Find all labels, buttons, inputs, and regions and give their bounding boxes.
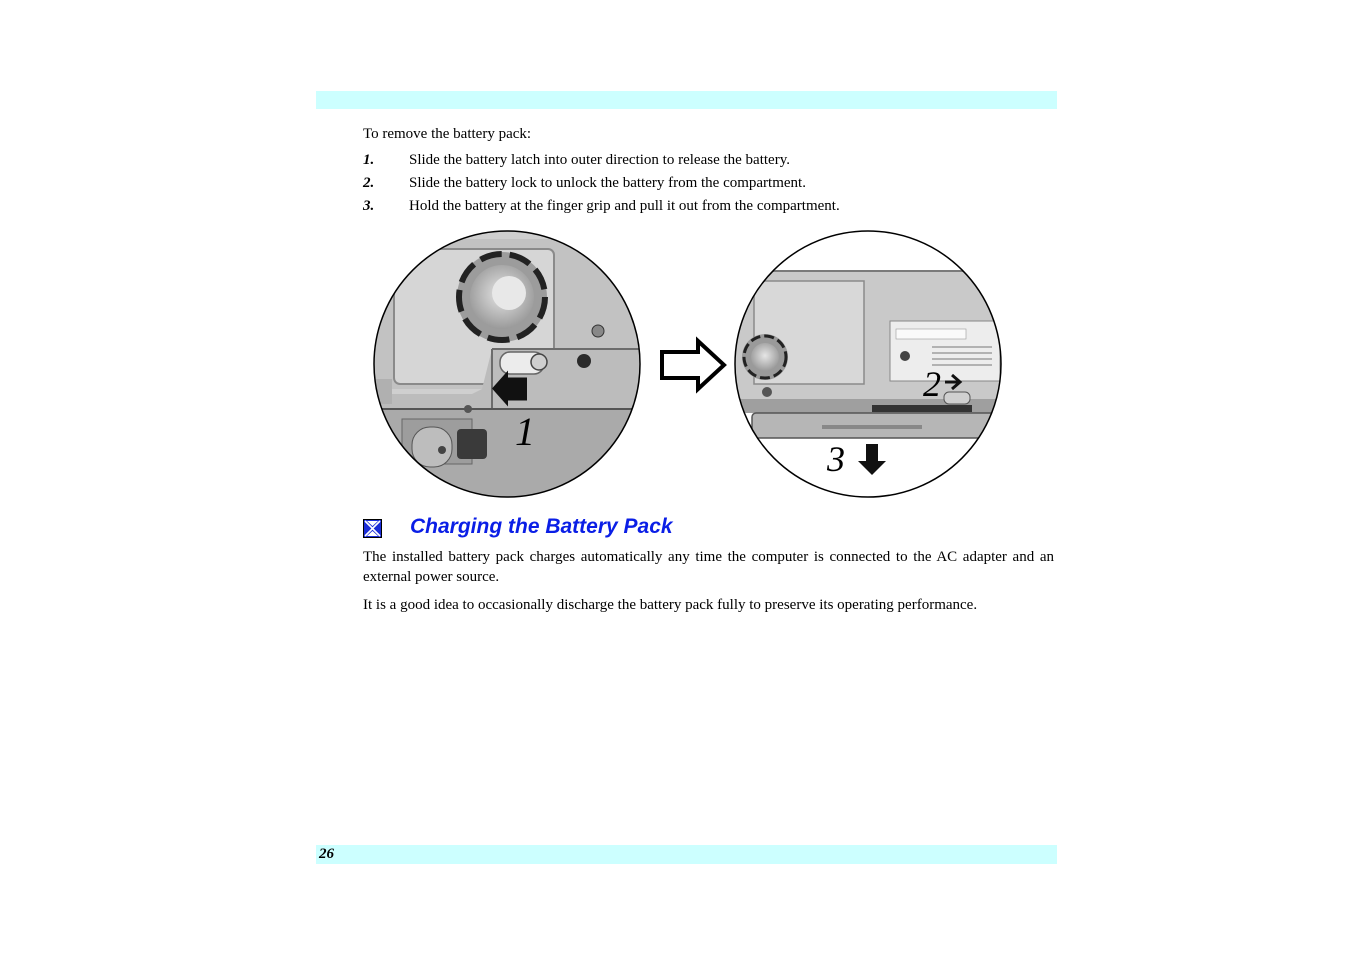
section-title: Charging the Battery Pack [410,515,673,538]
step-text: Hold the battery at the finger grip and pull it out from the compartment. [409,198,840,214]
step-number: 3. [363,198,375,214]
hollow-right-arrow-icon [662,341,724,389]
header-band [316,91,1057,109]
callout-3: 3 [827,439,845,479]
callout-2: 2 [923,364,941,404]
intro-text: To remove the battery pack: [363,126,532,142]
step-text: Slide the battery latch into outer direction to release the battery. [409,152,790,168]
battery-section-bullet-icon [363,519,382,538]
footer-band [316,845,1057,864]
battery-removal-figure [372,229,1002,499]
step-number: 2. [363,175,375,191]
paragraph: It is a good idea to occasionally discharge the battery pack fully to preserve its operating performance. [363,597,978,613]
callout-1: 1 [515,409,535,454]
section-heading [363,513,763,541]
step-text: Slide the battery lock to unlock the battery from the compartment. [409,175,806,191]
step-number: 1. [363,152,375,168]
page-number: 26 [319,846,334,862]
paragraph: The installed battery pack charges automatically any time the computer is connected to the AC adapter and an external power source. [363,549,1054,585]
